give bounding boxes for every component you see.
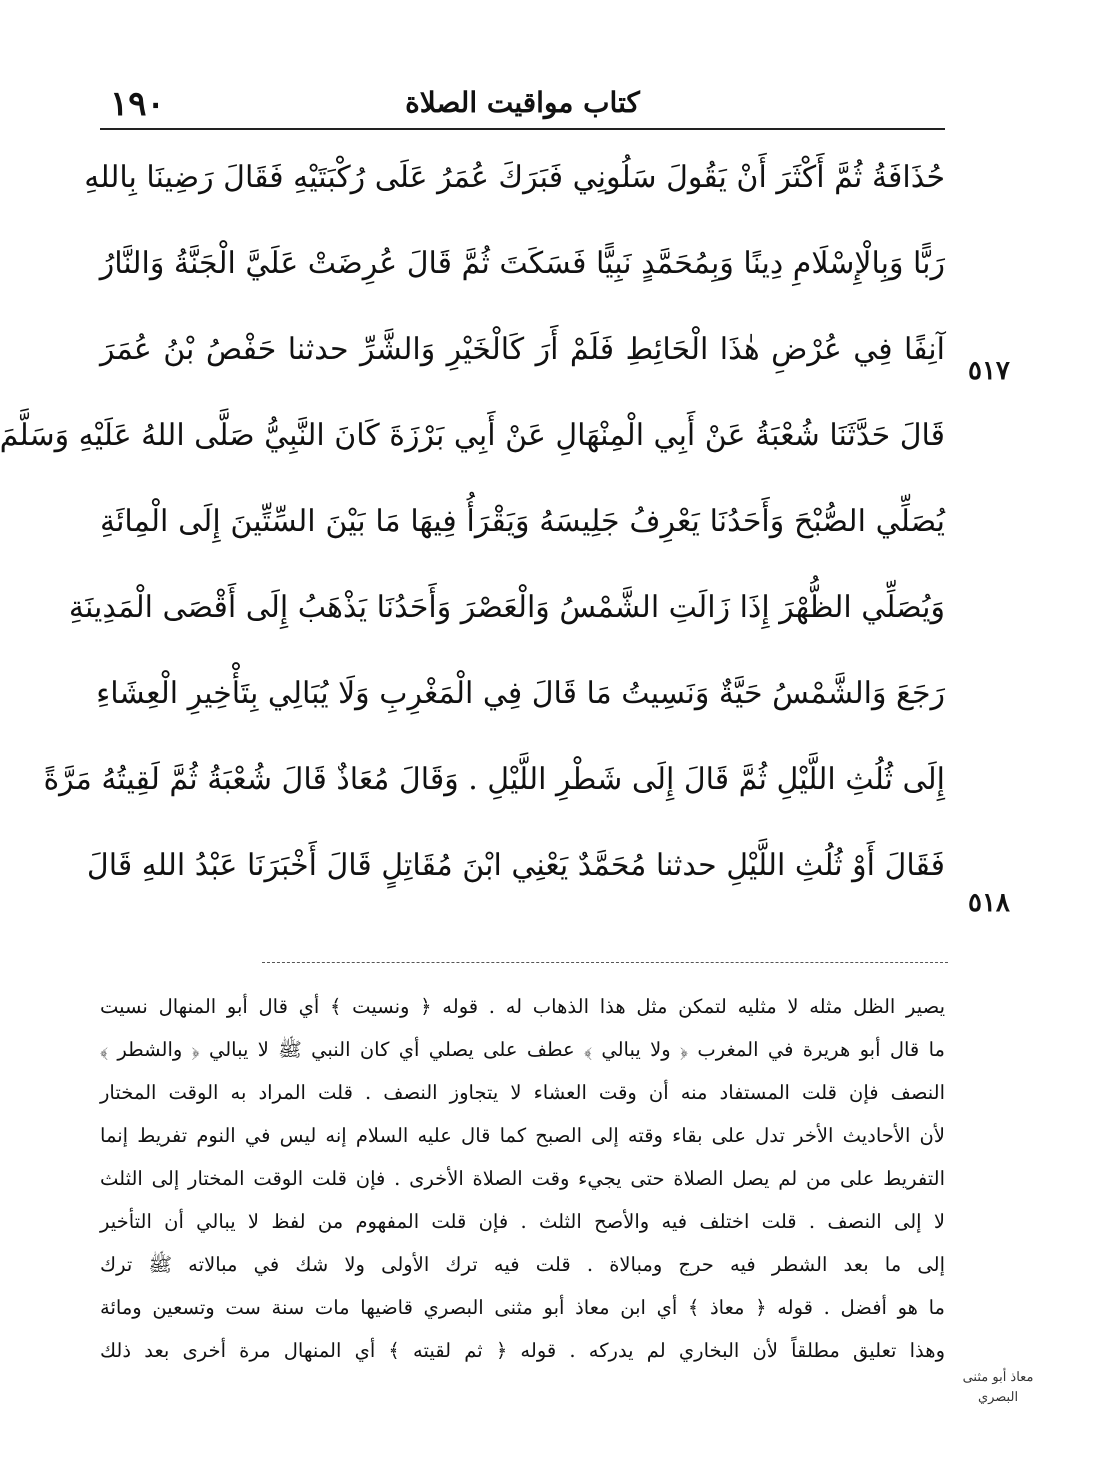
running-title: كتاب مواقيت الصلاة bbox=[405, 86, 640, 119]
commentary-line: وهذا تعليق مطلقاً لأن البخاري لم يدركه . قوله ﴿ ثم لقيته ﴾ أي المنهال مرة أخرى بعد ذلك bbox=[100, 1339, 945, 1362]
main-line: يُصَلِّي الصُّبْحَ وَأَحَدُنَا يَعْرِفُ جَلِيسَهُ وَيَقْرَأُ فِيهَا مَا بَيْنَ السِّتِّينَ إِلَى الْمِائَةِ bbox=[100, 504, 945, 539]
hadith-number: ٥١٨ bbox=[968, 888, 1010, 918]
text-separator bbox=[262, 962, 948, 963]
main-line: رَجَعَ وَالشَّمْسُ حَيَّةٌ وَنَسِيتُ مَا قَالَ فِي الْمَغْرِبِ وَلَا يُبَالِي بِتَأْخِيرِ الْعِشَاءِ bbox=[96, 676, 945, 711]
hadith-number: ٥١٧ bbox=[968, 356, 1010, 386]
main-line: قَالَ حَدَّثَنَا شُعْبَةُ عَنْ أَبِي الْمِنْهَالِ عَنْ أَبِي بَرْزَةَ كَانَ النَّبِيُّ صَلَّى اللهُ عَلَيْهِ وَسَلَّمَ bbox=[0, 418, 945, 453]
commentary bbox=[100, 985, 945, 1372]
page-header bbox=[100, 84, 945, 130]
main-line: آنِفًا فِي عُرْضِ هٰذَا الْحَائِطِ فَلَمْ أَرَ كَالْخَيْرِ وَالشَّرِّ حدثنا حَفْصُ بْنُ عُمَرَ bbox=[100, 332, 945, 367]
commentary-line: النصف فإن قلت المستفاد منه أن وقت العشاء لا يتجاوز النصف . قلت المراد به الوقت المختار bbox=[100, 1081, 945, 1104]
main-text bbox=[0, 135, 945, 909]
page-number: ١٩٠ bbox=[110, 84, 165, 124]
commentary-line: لا إلى النصف . قلت اختلف فيه والأصح الثلث . فإن قلت المفهوم من لفظ لا يبالي أن التأخير bbox=[100, 1210, 945, 1233]
commentary-line: ما هو أفضل . قوله ﴿ معاذ ﴾ أي ابن معاذ أبو مثنى البصري قاضيها مات سنة ست وتسعين ومائة bbox=[100, 1296, 945, 1319]
main-line: وَيُصَلِّي الظُّهْرَ إِذَا زَالَتِ الشَّمْسُ وَالْعَصْرَ وَأَحَدُنَا يَذْهَبُ إِلَى أَقْصَى الْمَدِينَةِ bbox=[68, 590, 945, 625]
main-line: رَبًّا وَبِالْإِسْلَامِ دِينًا وَبِمُحَمَّدٍ نَبِيًّا فَسَكَتَ ثُمَّ قَالَ عُرِضَتْ عَلَيَّ الْجَنَّةُ وَالنَّارُ bbox=[99, 246, 945, 281]
commentary-line: التفريط على من لم يصل الصلاة حتى يجيء وقت الصلاة الأخرى . فإن قلت الوقت المختار إلى الثلث bbox=[100, 1167, 945, 1190]
margin-note-line: البصري bbox=[977, 1390, 1019, 1405]
commentary-line: إلى ما بعد الشطر فيه حرج ومبالاة . قلت فيه ترك الأولى ولا شك في مبالاته ﷺ ترك bbox=[100, 1253, 945, 1276]
main-line: فَقَالَ أَوْ ثُلُثِ اللَّيْلِ حدثنا مُحَمَّدٌ يَعْنِي ابْنَ مُقَاتِلٍ قَالَ أَخْبَرَنَا عَبْدُ اللهِ قَالَ bbox=[86, 848, 945, 883]
main-line: إِلَى ثُلُثِ اللَّيْلِ ثُمَّ قَالَ إِلَى شَطْرِ اللَّيْلِ . وَقَالَ مُعَاذٌ قَالَ شُعْبَةُ ثُمَّ لَقِيتُهُ مَرَّةً bbox=[43, 762, 945, 797]
margin-note-line: معاذ أبو مثنى bbox=[962, 1370, 1034, 1385]
commentary-line: يصير الظل مثله لا مثليه لتمكن مثل هذا الذهاب له . قوله ﴿ ونسيت ﴾ أي قال أبو المنهال نسيت bbox=[100, 995, 945, 1018]
commentary-line: لأن الأحاديث الأخر تدل على بقاء وقته إلى الصبح كما قال عليه السلام إنه ليس في النوم تفريط إنما bbox=[100, 1124, 945, 1147]
main-line: حُذَافَةُ ثُمَّ أَكْثَرَ أَنْ يَقُولَ سَلُونِي فَبَرَكَ عُمَرُ عَلَى رُكْبَتَيْهِ فَقَالَ رَضِينَا بِاللهِ bbox=[84, 160, 945, 195]
margin-note bbox=[958, 1368, 1038, 1408]
commentary-line: ما قال أبو هريرة في المغرب ﴿ ولا يبالي ﴾ عطف على يصلي أي كان النبي ﷺ لا يبالي ﴿ والشطر ﴾ bbox=[100, 1038, 945, 1061]
header-rule bbox=[100, 128, 945, 130]
